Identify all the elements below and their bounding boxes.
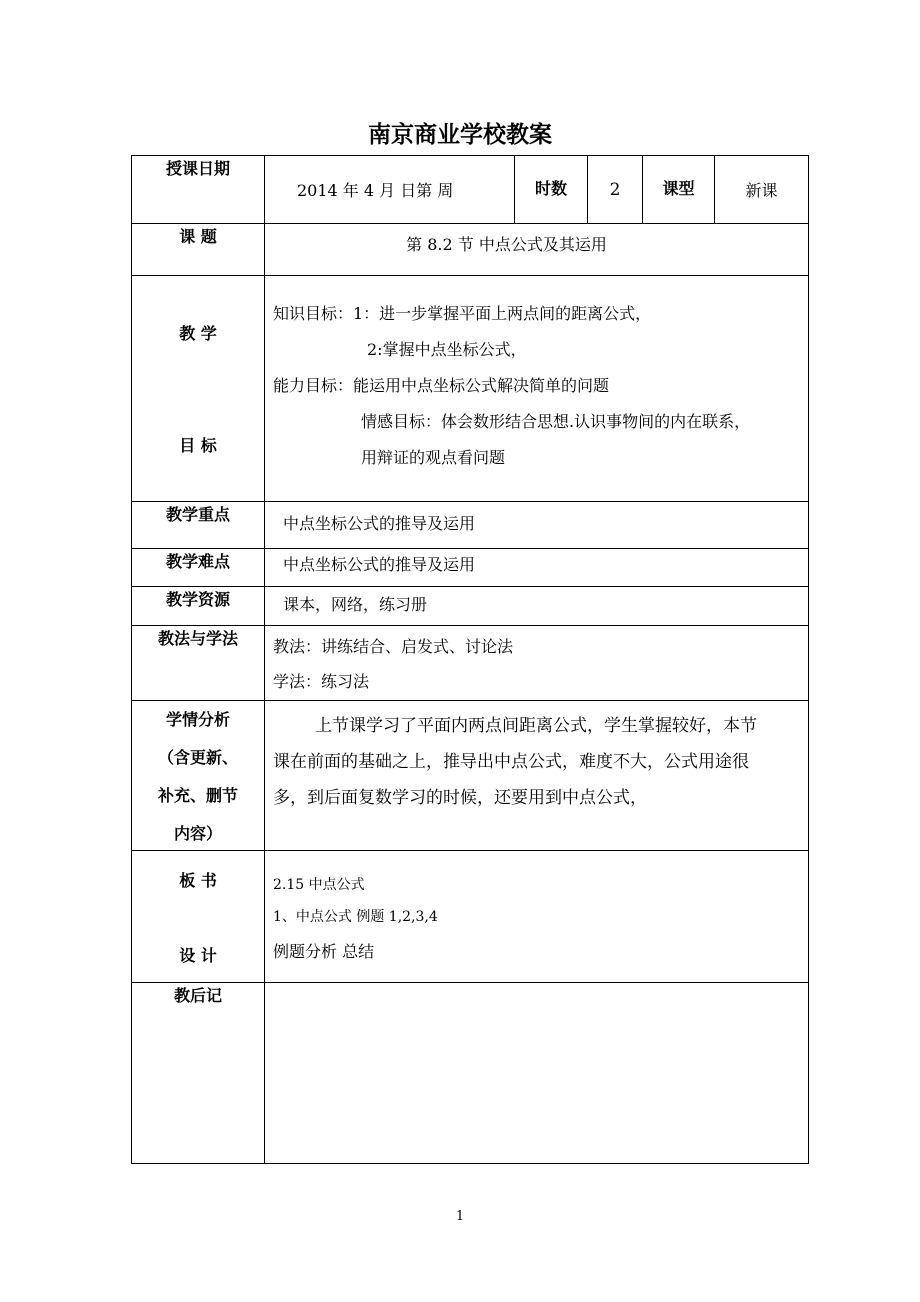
resources-row (132, 587, 809, 626)
analysis-label-cell (132, 701, 265, 851)
lesson-plan-table (131, 155, 809, 1164)
objectives-label-top: 教 学 (179, 324, 217, 343)
analysis-line: 课在前面的基础之上，推导出中点公式，难度不大，公式用途很 (273, 752, 749, 772)
board-label-bottom: 设 计 (179, 946, 217, 965)
difficulties-value: 中点坐标公式的推导及运用 (265, 549, 809, 587)
analysis-label-line: （含更新、 (157, 748, 238, 767)
board-content (265, 851, 809, 983)
board-label-top: 板 书 (179, 871, 217, 890)
board-line: 2.15 中点公式 (273, 877, 365, 893)
objectives-row (132, 276, 809, 502)
methods-row (132, 626, 809, 701)
method-line: 教法：讲练结合、启发式、讨论法 (273, 637, 514, 656)
topic-value: 第 8.2 节 中点公式及其运用 (265, 224, 809, 276)
hours-label: 时数 (515, 156, 588, 224)
resources-value: 课本，网络，练习册 (265, 587, 809, 626)
hours-value: 2 (588, 156, 643, 224)
topic-label: 课 题 (132, 224, 265, 276)
reflection-content (265, 983, 809, 1164)
key-points-label: 教学重点 (132, 502, 265, 549)
header-row (132, 156, 809, 224)
analysis-label-line: 补充、删节 (157, 786, 238, 805)
objective-line: 2:掌握中点坐标公式， (367, 340, 527, 359)
difficulties-row (132, 549, 809, 587)
objectives-content (265, 276, 809, 502)
objectives-label-bottom: 目 标 (179, 436, 217, 455)
page-number: 1 (455, 1209, 465, 1224)
document-title: 南京商业学校教案 (368, 122, 552, 148)
objectives-label-cell (132, 276, 265, 502)
analysis-label-line: 学情分析 (165, 710, 230, 729)
key-points-value: 中点坐标公式的推导及运用 (265, 502, 809, 549)
method-line: 学法：练习法 (273, 672, 370, 691)
type-value: 新课 (715, 156, 809, 224)
analysis-line: 多，到后面复数学习的时候，还要用到中点公式， (273, 788, 647, 808)
methods-content (265, 626, 809, 701)
analysis-line: 上节课学习了平面内两点间距离公式，学生掌握较好，本节 (315, 716, 757, 736)
methods-label: 教法与学法 (132, 626, 265, 701)
objective-line: 能力目标：能运用中点坐标公式解决简单的问题 (273, 376, 610, 395)
analysis-row (132, 701, 809, 851)
board-row (132, 851, 809, 983)
objective-line: 知识目标：1：进一步掌握平面上两点间的距离公式， (273, 304, 652, 323)
date-value: 2014 年 4 月 日第 周 (265, 156, 515, 224)
type-label: 课型 (643, 156, 715, 224)
board-line: 1、中点公式 例题 1,2,3,4 (273, 909, 438, 925)
objective-line: 用辩证的观点看问题 (361, 448, 506, 467)
topic-row (132, 224, 809, 276)
key-points-row (132, 502, 809, 549)
objective-line: 情感目标：体会数形结合思想.认识事物间的内在联系， (361, 412, 751, 431)
date-label: 授课日期 (132, 156, 265, 224)
reflection-row (132, 983, 809, 1164)
reflection-label: 教后记 (132, 983, 265, 1164)
board-label-cell (132, 851, 265, 983)
resources-label: 教学资源 (132, 587, 265, 626)
difficulties-label: 教学难点 (132, 549, 265, 587)
board-line: 例题分析 总结 (273, 942, 375, 961)
analysis-label-line: 内容） (173, 824, 222, 843)
analysis-content (265, 701, 809, 851)
